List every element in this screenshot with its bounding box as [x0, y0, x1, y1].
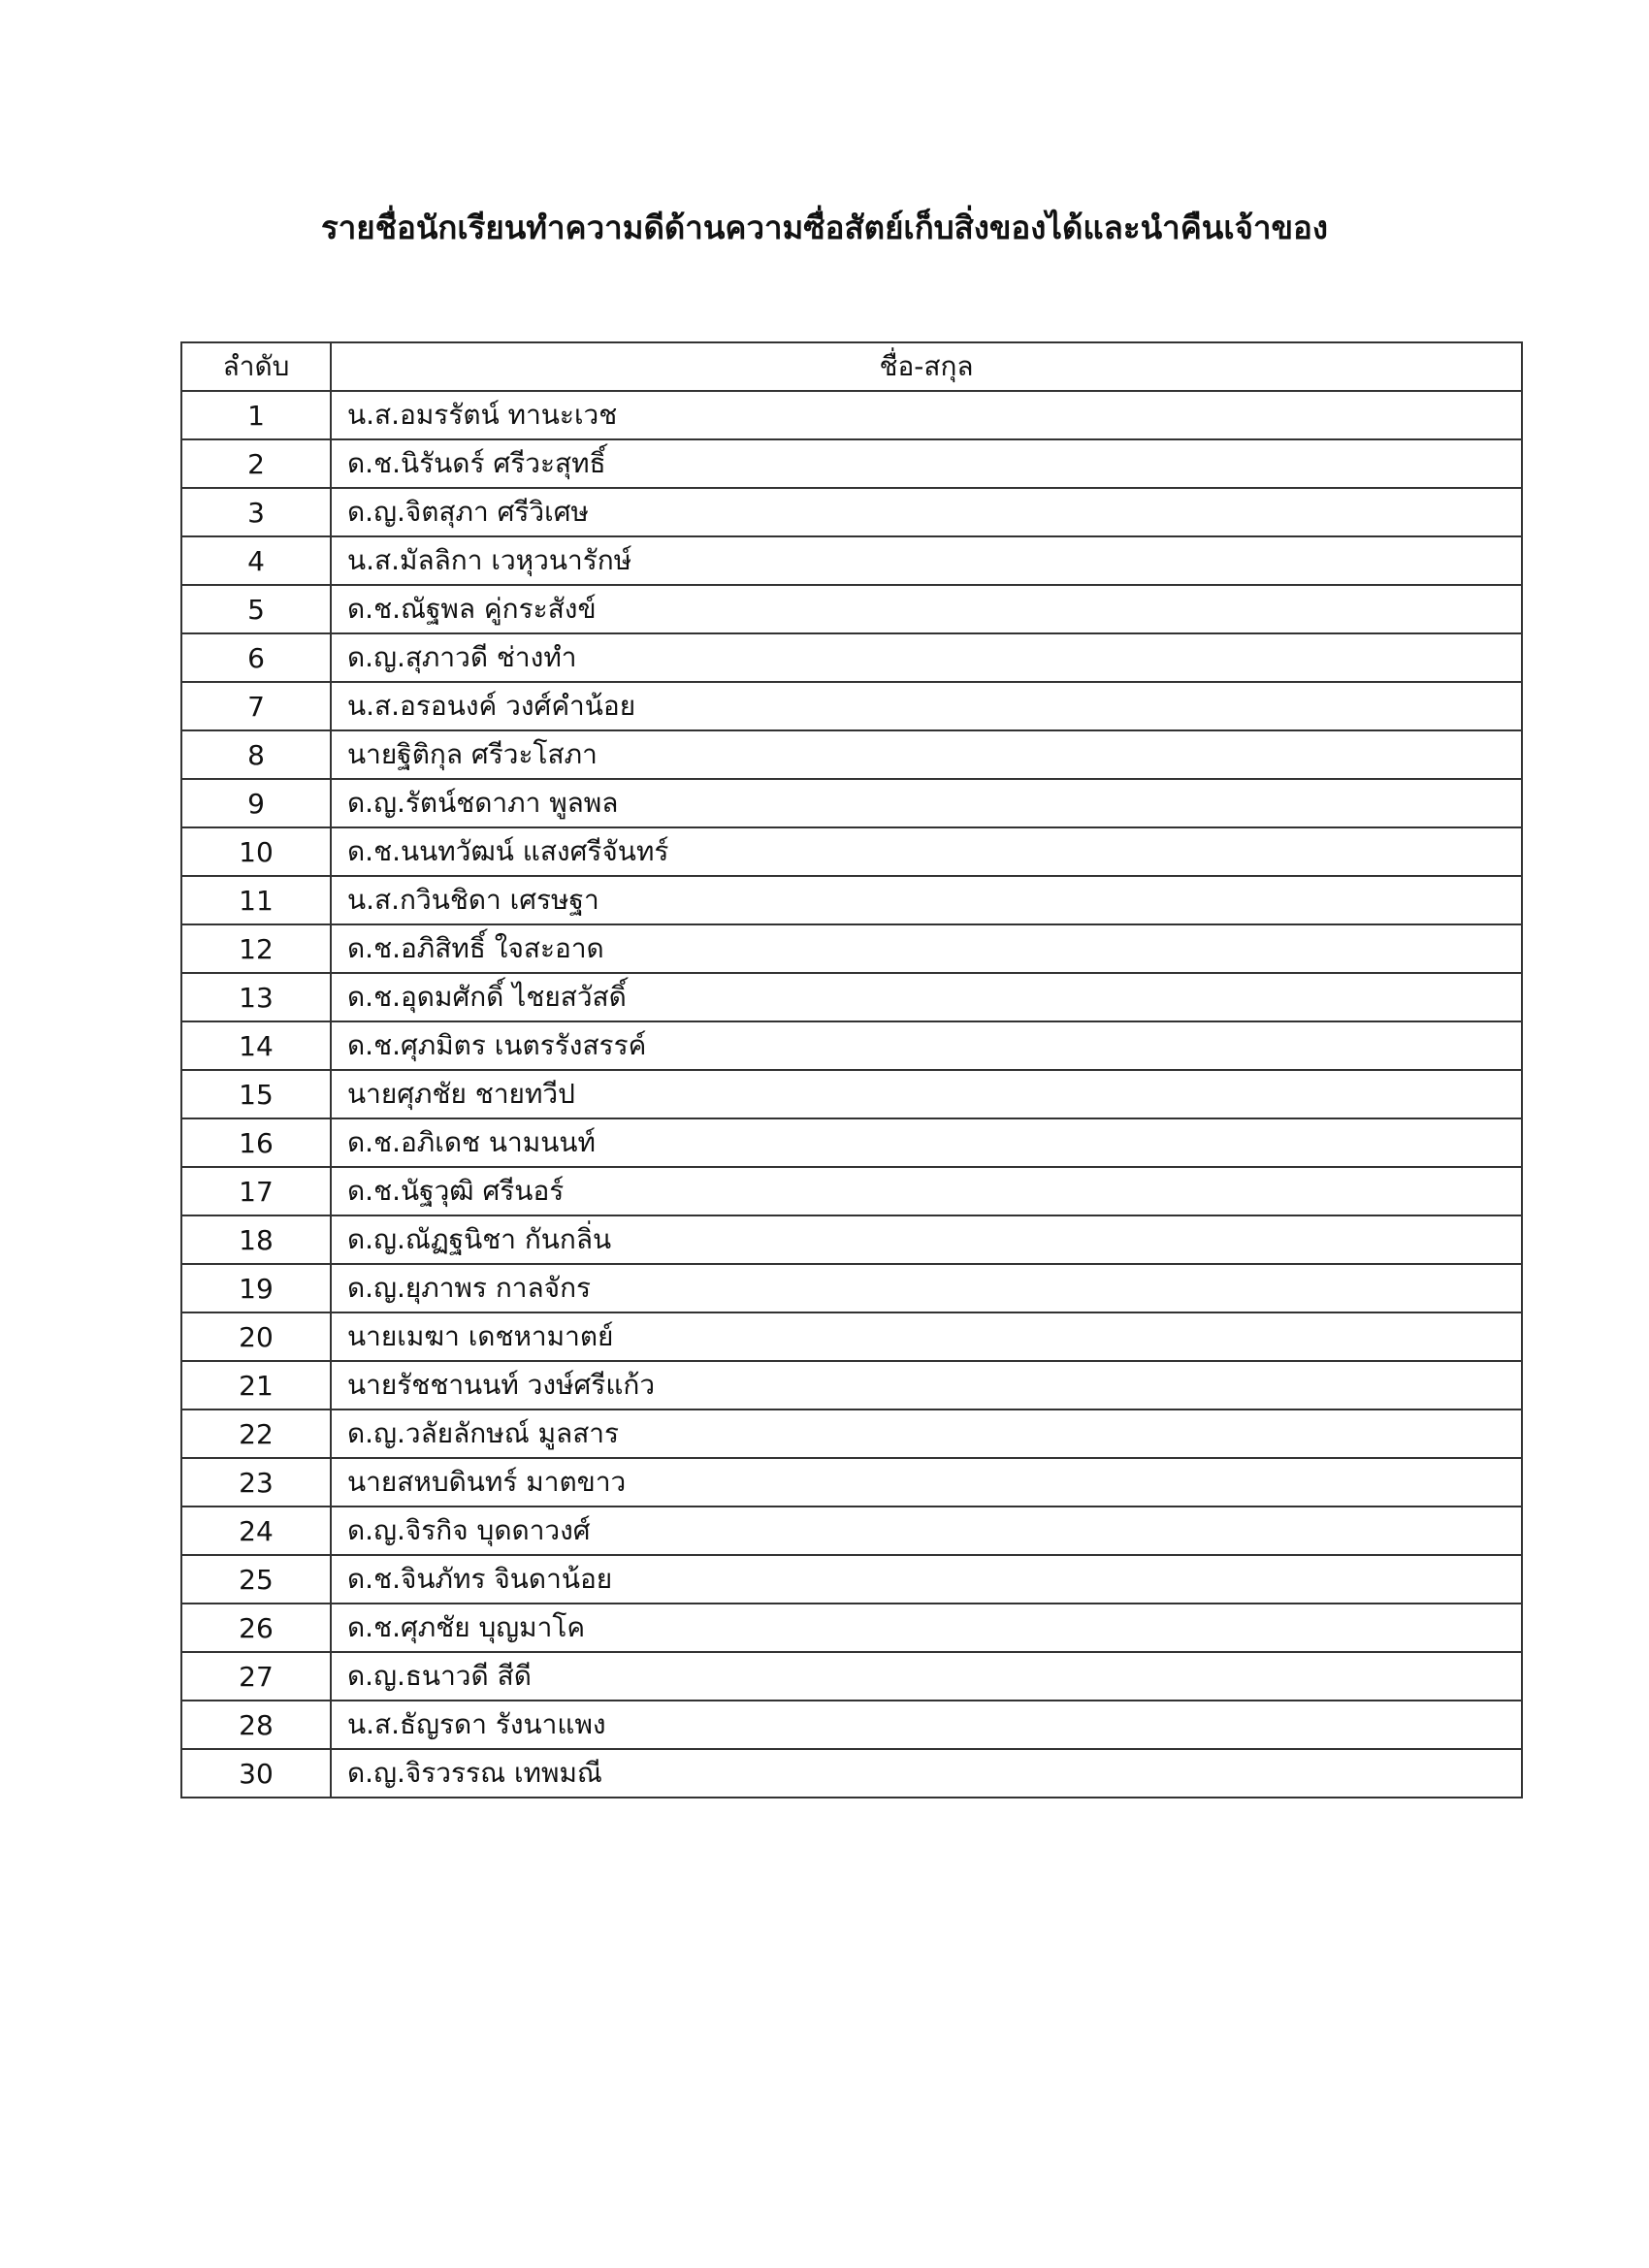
row-name-cell: ด.ช.จินภัทร จินดาน้อย [331, 1555, 1522, 1604]
row-name-cell: ด.ญ.จิรวรรณ เทพมณี [331, 1749, 1522, 1798]
row-name-cell: ด.ช.อภิสิทธิ์ ใจสะอาด [331, 924, 1522, 973]
row-order-cell: 18 [181, 1215, 331, 1264]
row-order-cell: 2 [181, 439, 331, 488]
row-name-cell: น.ส.กวินชิดา เศรษฐา [331, 876, 1522, 924]
row-name-cell: ด.ญ.รัตน์ชดาภา พูลพล [331, 779, 1522, 827]
table-row [181, 488, 1522, 536]
row-order-cell: 27 [181, 1652, 331, 1701]
table-row [181, 1167, 1522, 1215]
row-order-cell: 4 [181, 536, 331, 585]
table-header-row [181, 342, 1522, 391]
table-row [181, 924, 1522, 973]
row-order-cell: 26 [181, 1604, 331, 1652]
row-name-cell: ด.ญ.จิรกิจ บุดดาวงศ์ [331, 1507, 1522, 1555]
row-order-cell: 14 [181, 1021, 331, 1070]
row-name-cell: ด.ญ.ณัฏฐนิชา กันกลิ่น [331, 1215, 1522, 1264]
row-name-cell: ด.ช.นัฐวุฒิ ศรีนอร์ [331, 1167, 1522, 1215]
table-row [181, 1652, 1522, 1701]
row-name-cell: ด.ญ.ยุภาพร กาลจักร [331, 1264, 1522, 1312]
table-row [181, 1312, 1522, 1361]
name-column-header: ชื่อ-สกุล [331, 342, 1522, 391]
row-order-cell: 8 [181, 730, 331, 779]
table-row [181, 633, 1522, 682]
row-order-cell: 17 [181, 1167, 331, 1215]
table-row [181, 1507, 1522, 1555]
table-row [181, 876, 1522, 924]
row-name-cell: ด.ช.ศุภชัย บุญมาโค [331, 1604, 1522, 1652]
table-row [181, 391, 1522, 439]
row-order-cell: 20 [181, 1312, 331, 1361]
row-name-cell: ด.ญ.สุภาวดี ช่างทำ [331, 633, 1522, 682]
row-order-cell: 9 [181, 779, 331, 827]
row-name-cell: น.ส.อรอนงค์ วงศ์คำน้อย [331, 682, 1522, 730]
row-name-cell: ด.ญ.ธนาวดี สีดี [331, 1652, 1522, 1701]
row-name-cell: นายเมฆา เดชหามาตย์ [331, 1312, 1522, 1361]
row-order-cell: 3 [181, 488, 331, 536]
row-order-cell: 21 [181, 1361, 331, 1409]
row-order-cell: 7 [181, 682, 331, 730]
table-row [181, 682, 1522, 730]
row-order-cell: 24 [181, 1507, 331, 1555]
table-row [181, 1021, 1522, 1070]
row-name-cell: ด.ญ.วลัยลักษณ์ มูลสาร [331, 1409, 1522, 1458]
row-order-cell: 28 [181, 1701, 331, 1749]
row-name-cell: นายฐิติกุล ศรีวะโสภา [331, 730, 1522, 779]
row-name-cell: นายสหบดินทร์ มาตขาว [331, 1458, 1522, 1507]
row-name-cell: ด.ญ.จิตสุภา ศรีวิเศษ [331, 488, 1522, 536]
document-title: รายชื่อนักเรียนทำความดีด้านความซื่อสัตย์เก็บสิ่งของได้และนำคืนเจ้าของ [321, 209, 1328, 246]
row-name-cell: ด.ช.นนทวัฒน์ แสงศรีจันทร์ [331, 827, 1522, 876]
row-order-cell: 22 [181, 1409, 331, 1458]
row-order-cell: 11 [181, 876, 331, 924]
order-column-header: ลำดับ [181, 342, 331, 391]
row-order-cell: 10 [181, 827, 331, 876]
row-name-cell: นายศุภชัย ชายทวีป [331, 1070, 1522, 1118]
row-name-cell: น.ส.ธัญรดา รังนาแพง [331, 1701, 1522, 1749]
table-row [181, 585, 1522, 633]
table-row [181, 1701, 1522, 1749]
table-row [181, 536, 1522, 585]
row-name-cell: ด.ช.อภิเดช นามนนท์ [331, 1118, 1522, 1167]
table-row [181, 779, 1522, 827]
row-order-cell: 13 [181, 973, 331, 1021]
table-row [181, 827, 1522, 876]
row-name-cell: นายรัชชานนท์ วงษ์ศรีแก้ว [331, 1361, 1522, 1409]
student-roster-table [180, 341, 1523, 1798]
row-order-cell: 5 [181, 585, 331, 633]
table-row [181, 1118, 1522, 1167]
row-name-cell: ด.ช.นิรันดร์ ศรีวะสุทธิ์ [331, 439, 1522, 488]
row-order-cell: 15 [181, 1070, 331, 1118]
table-row [181, 1749, 1522, 1798]
row-order-cell: 1 [181, 391, 331, 439]
row-order-cell: 23 [181, 1458, 331, 1507]
row-name-cell: ด.ช.อุดมศักดิ์ ไชยสวัสดิ์ [331, 973, 1522, 1021]
table-row [181, 1215, 1522, 1264]
table-row [181, 730, 1522, 779]
table-row [181, 1070, 1522, 1118]
table-row [181, 1555, 1522, 1604]
row-order-cell: 19 [181, 1264, 331, 1312]
row-order-cell: 16 [181, 1118, 331, 1167]
table-row [181, 1264, 1522, 1312]
row-order-cell: 25 [181, 1555, 331, 1604]
row-order-cell: 12 [181, 924, 331, 973]
row-name-cell: น.ส.มัลลิกา เวหุวนารักษ์ [331, 536, 1522, 585]
row-name-cell: ด.ช.ศุภมิตร เนตรรังสรรค์ [331, 1021, 1522, 1070]
row-order-cell: 6 [181, 633, 331, 682]
table-row [181, 1361, 1522, 1409]
table-row [181, 439, 1522, 488]
row-name-cell: ด.ช.ณัฐพล คู่กระสังข์ [331, 585, 1522, 633]
table-row [181, 1409, 1522, 1458]
row-order-cell: 30 [181, 1749, 331, 1798]
table-row [181, 1458, 1522, 1507]
table-body [181, 391, 1522, 1798]
table-row [181, 973, 1522, 1021]
table-row [181, 1604, 1522, 1652]
row-name-cell: น.ส.อมรรัตน์ ทานะเวช [331, 391, 1522, 439]
